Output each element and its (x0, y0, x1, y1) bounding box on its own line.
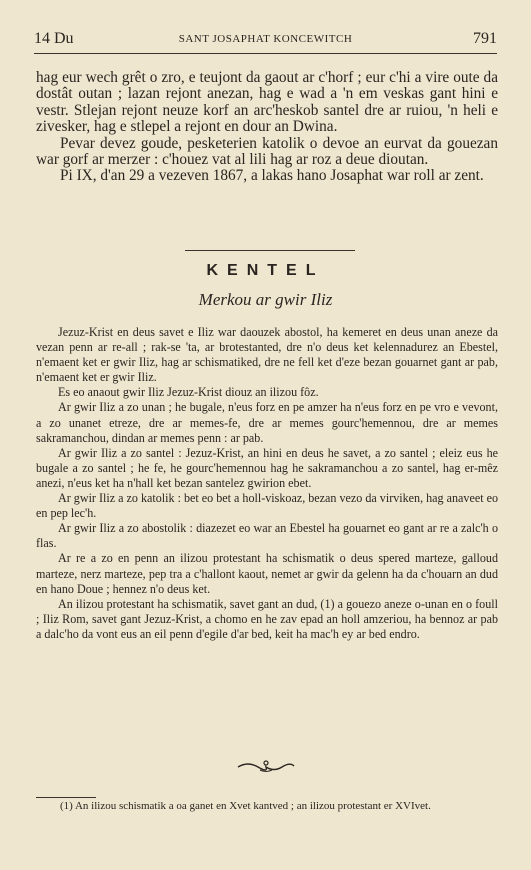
section-subtitle: Merkou ar gwir Iliz (198, 290, 333, 309)
section-title: KENTEL (206, 262, 325, 279)
footnote-text: (1) An ilizou schismatik a oa ganet en Xvet kantved ; an ilizou protestant er XVIvet. (60, 800, 431, 812)
section-divider (185, 250, 355, 251)
lesson-paragraph: Ar re a zo en penn an ilizou protestant ha schismatik o deus spered marteze, galloud marteze, nerz marteze, pep tra a c'hallont kaout, nemet ar gwir da gelenn ha da c'houarn an dud en hano Doue ; hennez n'o deus ket. (36, 551, 498, 596)
page-header (34, 30, 497, 52)
lesson-paragraph: An ilizou protestant ha schismatik, savet gant an dud, (1) a gouezo aneze o-unan en o foull ; Iliz Rom, savet gant Jezuz-Krist, a chomo en he zav epad an holl amzeriou, ha bennoz ar pab a dalc'ho da vont eus an eil penn d'egile d'ar bed, keit ha mac'h ey ar bed endro. (36, 596, 498, 641)
lesson-paragraph: Ar gwir Iliz a zo abostolik : diazezet eo war an Ebestel ha gouarnet eo gant ar re a zalc'h o flas. (36, 521, 498, 551)
ornament-icon (236, 758, 296, 774)
page-number: 791 (473, 30, 497, 47)
footnote-rule (36, 797, 96, 798)
lesson-paragraph: Es eo anaout gwir Iliz Jezuz-Krist diouz an ilizou fôz. (58, 385, 319, 400)
lesson-paragraph: Jezuz-Krist en deus savet e Iliz war daouzek abostol, ha kemeret en deus unan aneze da vezan penn ar re-all ; rak-se 'ta, ar brotestanted, dre n'o deus ket kelennadurez an Ebestel, n'emaent ket er gwir Iliz, hag ar schismatiked, dre ne fell ket d'eze bezan gouarnet gant ar pab, n'emaent ket er gwir Iliz. (36, 325, 498, 385)
lesson-text (36, 325, 498, 642)
header-rule (34, 53, 497, 54)
lesson-paragraph: Ar gwir Iliz a zo unan ; he bugale, n'eus forz en pe amzer ha n'eus forz en pe vro e vevont, a zo unanet etreze, dre ar memes-fe, dre ar memes gourc'hemennou, dre ar memes sakramanchou, dindan ar memes penn : ar pab. (36, 400, 498, 445)
footnote (36, 800, 498, 813)
lesson-paragraph: Ar gwir Iliz a zo katolik : bet eo bet a holl-viskoaz, bezan vezo da virviken, hag anaveet eo en pep lec'h. (36, 491, 498, 521)
lesson-paragraph: Ar gwir Iliz a zo santel : Jezuz-Krist, an hini en deus he savet, a zo santel ; eleiz eus he bugale a zo santel ; he fe, he gourc'hemennou hag he sakramanchou a zo santel, hag er-mêz anezi, n'eus ket ha n'hall ket bezan santelez gwirion ebet. (36, 445, 498, 490)
intro-paragraph: hag eur wech grêt o zro, e teujont da gaout ar c'horf ; eur c'hi a vire oute da dostât outan ; lazan rejont anezan, hag e wad a 'n em veskas gant hini e vestr. Stlejan rejont neuze korf an arc'heskob santel dre ar ruiou, 'n heli e zivesker, hag e stlepel a rejont en dour an Dwina. (36, 69, 498, 136)
running-title: SANT JOSAPHAT KONCEWITCH (178, 33, 353, 45)
intro-text (36, 70, 498, 185)
intro-paragraph: Pi IX, d'an 29 a vezeven 1867, a lakas hano Josaphat war roll ar zent. (60, 167, 484, 185)
header-date: 14 Du (34, 30, 74, 47)
intro-paragraph: Pevar devez goude, pesketerien katolik o devoe an eurvat da gouezan war gorf ar merzer : c'houez vat al lili hag ar roz a deue dioutan. (36, 134, 498, 169)
